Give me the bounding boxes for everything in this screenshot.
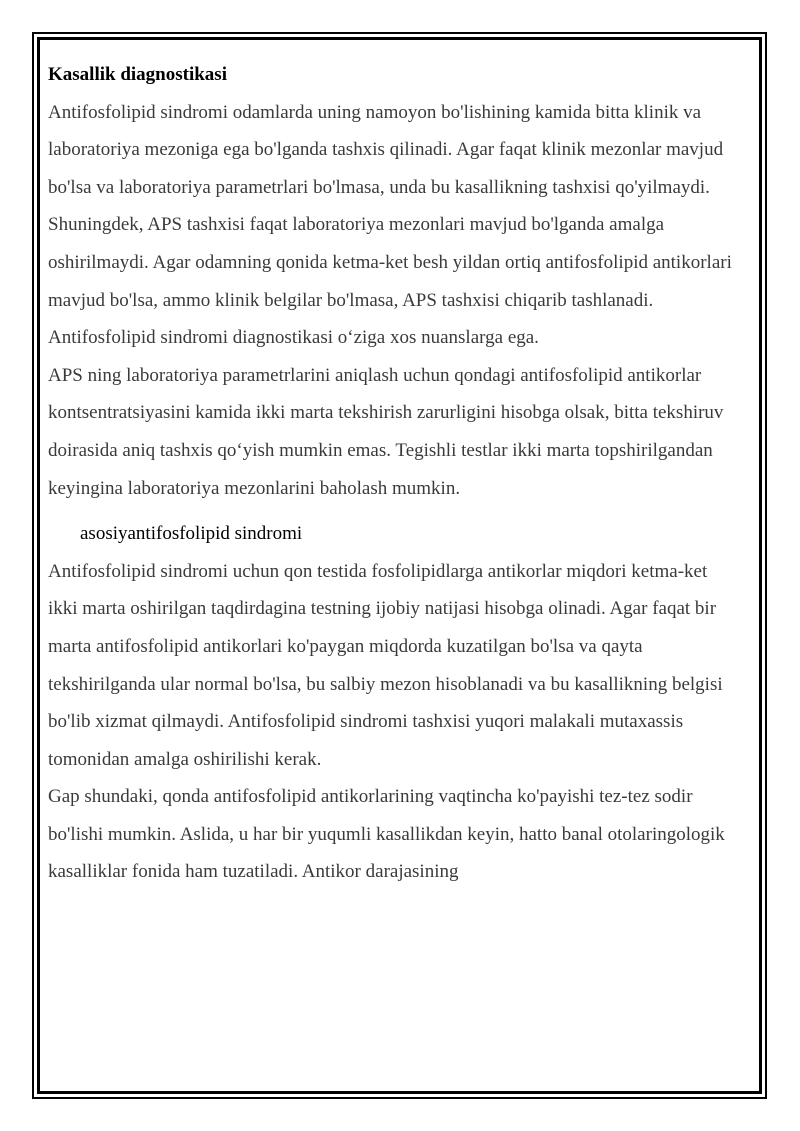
section-heading: Kasallik diagnostikasi: [48, 64, 227, 85]
paragraph: APS ning laboratoriya parametrlarini aniqlash uchun qondagi antifosfolipid antikorlar kontsentratsiyasini kamida ikki marta tekshirish zarurligini hisobga olsak, bitta tekshiruv doirasida aniq tashxis qo‘yish mumkin emas. Tegishli testlar ikki marta topshirilgandan keyingina laboratoriya mezonlarini baholash mumkin.: [48, 364, 724, 499]
paragraph: Antifosfolipid sindromi uchun qon testida fosfolipidlarga antikorlar miqdori ketma-ket ikki marta oshirilgan taqdirdagina testning ijobiy natijasi hisobga olinadi. Agar faqat bir marta antifosfolipid antikorlari ko'paygan miqdorda kuzatilgan bo'lsa va qayta tekshirilganda ular normal bo'lsa, bu salbiy mezon hisoblanadi va bu kasallikning belgisi bo'lib xizmat qilmaydi. Antifosfolipid sindromi tashxisi yuqori malakali mutaxassis tomonidan amalga oshirilishi kerak.: [48, 560, 723, 770]
paragraph: Antifosfolipid sindromi diagnostikasi o‘ziga xos nuanslarga ega.: [48, 327, 539, 349]
subsection-heading: asosiyantifosfolipid sindromi: [80, 523, 303, 545]
paragraph: Antifosfolipid sindromi odamlarda uning namoyon bo'lishining kamida bitta klinik va laboratoriya mezoniga ega bo'lganda tashxis qilinadi. Agar faqat klinik mezonlar mavjud bo'lsa va laboratoriya parametrlari bo'lmasa, unda bu kasallikning tashxisi qo'yilmaydi. Shuningdek, APS tashxisi faqat laboratoriya mezonlari mavjud bo'lganda amalga oshirilmaydi. Agar odamning qonida ketma-ket besh yildan ortiq antifosfolipid antikorlari mavjud bo'lsa, ammo klinik belgilar bo'lmasa, APS tashxisi chiqarib tashlanadi.: [48, 101, 732, 311]
paragraph: Gap shundaki, qonda antifosfolipid antikorlarining vaqtincha ko'payishi tez-tez sodir bo'lishi mumkin. Aslida, u har bir yuqumli kasallikdan keyin, hatto banal otolaringologik kasalliklar fonida ham tuzatiladi. Antikor darajasining: [48, 786, 725, 883]
document-body: [48, 56, 738, 891]
